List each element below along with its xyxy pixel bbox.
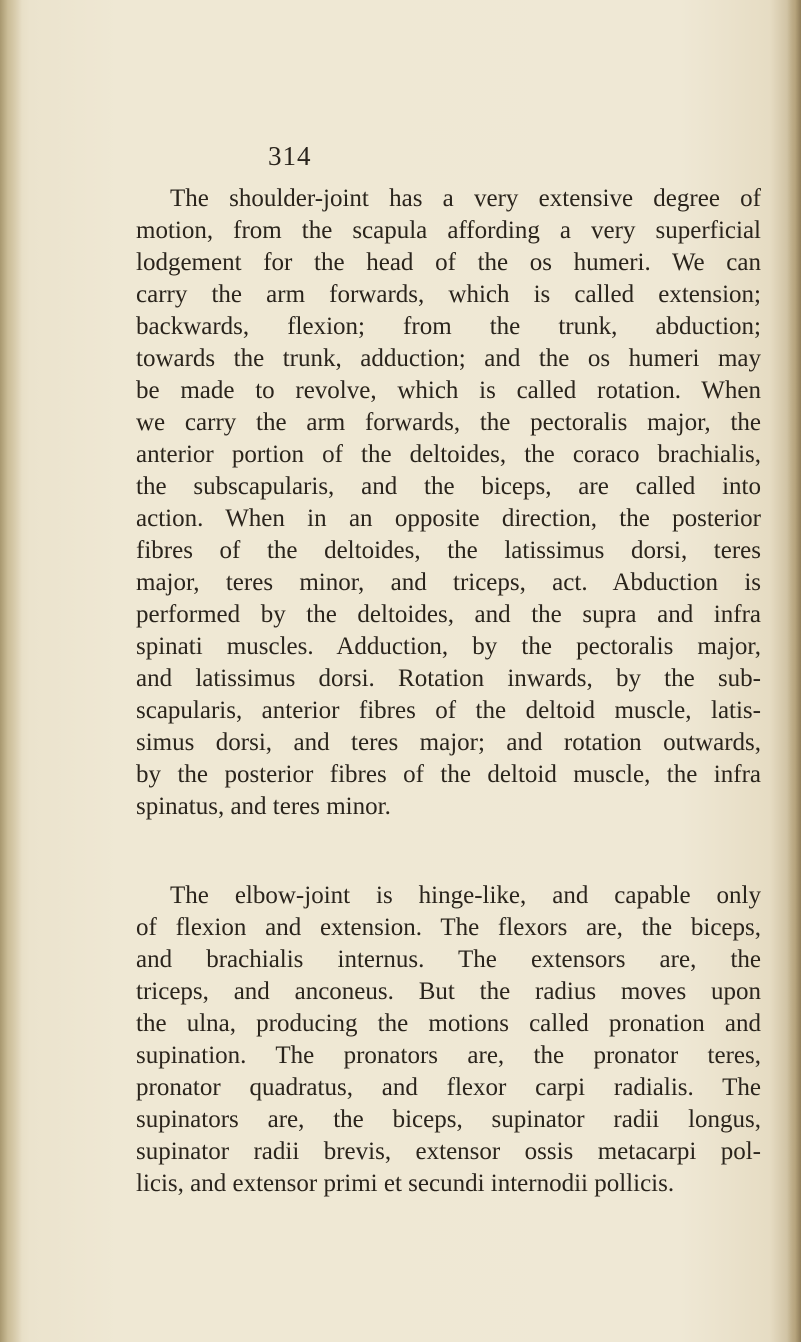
page-edge-shadow [787, 0, 801, 1342]
text-line: The shoulder-joint has a very extensive degree of [170, 185, 761, 212]
text-line: carry the arm forwards, which is called extension; [136, 281, 761, 308]
text-line: and latissimus dorsi. Rotation inwards, by the sub- [136, 665, 761, 692]
paragraph-elbow-joint [136, 880, 761, 1200]
text-line: supination. The pronators are, the pronator teres, [136, 1042, 761, 1069]
page-number: 314 [268, 141, 312, 171]
text-line: triceps, and anconeus. But the radius moves upon [136, 978, 761, 1005]
text-line: of flexion and extension. The flexors are, the biceps, [136, 914, 761, 941]
text-line: the subscapularis, and the biceps, are called into [136, 473, 761, 500]
text-line: be made to revolve, which is called rotation. When [136, 377, 761, 404]
text-line: supinators are, the biceps, supinator radii longus, [136, 1106, 761, 1133]
text-line: we carry the arm forwards, the pectoralis major, the [136, 409, 761, 436]
text-line: major, teres minor, and triceps, act. Abduction is [136, 569, 761, 596]
text-line: performed by the deltoides, and the supra and infra [136, 601, 761, 628]
text-line: towards the trunk, adduction; and the os humeri may [136, 345, 761, 372]
text-line: by the posterior fibres of the deltoid muscle, the infra [136, 761, 761, 788]
text-line: scapularis, anterior fibres of the deltoid muscle, latis- [136, 697, 761, 724]
body-text [136, 183, 761, 1200]
text-line: The elbow-joint is hinge-like, and capable only [170, 882, 761, 909]
text-line: lodgement for the head of the os humeri. We can [136, 249, 761, 276]
text-line: backwards, flexion; from the trunk, abduction; [136, 313, 761, 340]
text-line: pronator quadratus, and flexor carpi radialis. The [136, 1074, 761, 1101]
text-line: simus dorsi, and teres major; and rotation outwards, [136, 729, 761, 756]
text-line: fibres of the deltoides, the latissimus dorsi, teres [136, 537, 761, 564]
paragraph-shoulder-joint [136, 183, 761, 823]
paragraph-gap [136, 823, 761, 880]
text-line: licis, and extensor primi et secundi internodii pollicis. [136, 1170, 675, 1197]
text-line: spinati muscles. Adduction, by the pectoralis major, [136, 633, 761, 660]
binding-shadow [0, 0, 22, 1342]
text-line: and brachialis internus. The extensors are, the [136, 946, 761, 973]
text-line: action. When in an opposite direction, the posterior [136, 505, 761, 532]
text-line: motion, from the scapula affording a very superficial [136, 217, 761, 244]
text-line: anterior portion of the deltoides, the coraco brachialis, [136, 441, 761, 468]
text-line: spinatus, and teres minor. [136, 793, 391, 820]
text-line: supinator radii brevis, extensor ossis metacarpi pol- [136, 1138, 761, 1165]
text-line: the ulna, producing the motions called pronation and [136, 1010, 761, 1037]
